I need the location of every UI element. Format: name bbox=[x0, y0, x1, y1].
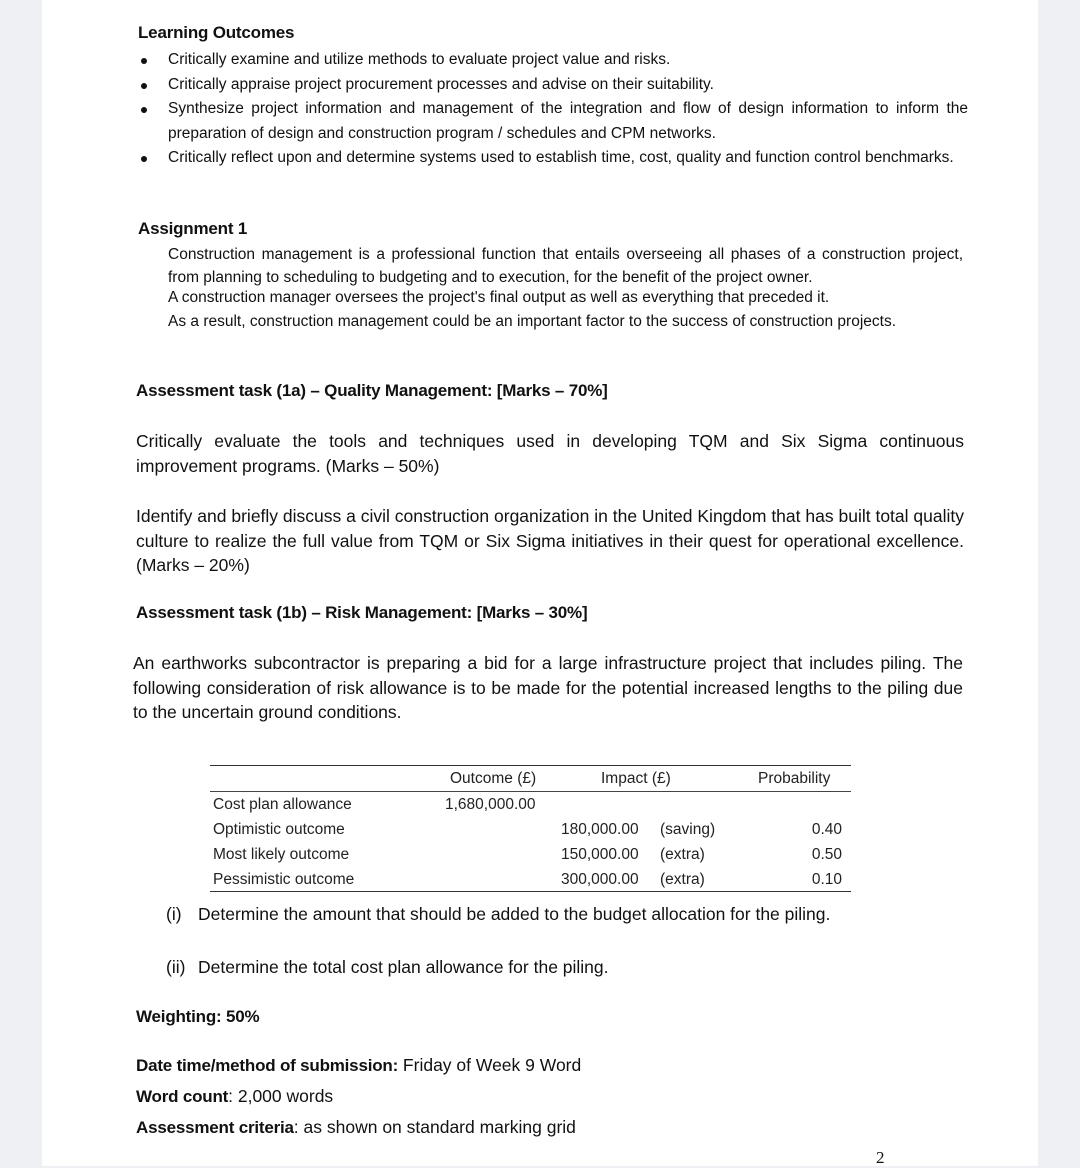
table-cell-impact-type: (extra) bbox=[660, 846, 705, 863]
list-item: Synthesize project information and management of the integration and flow of design information to inform the preparation of design and construction program / schedules and CPM networks. bbox=[138, 97, 968, 146]
assessment-criteria-info: Assessment criteria: as shown on standard marking grid bbox=[136, 1117, 576, 1137]
assignment-heading: Assignment 1 bbox=[138, 219, 248, 238]
table-row-label: Cost plan allowance bbox=[213, 796, 352, 813]
table-row-label: Pessimistic outcome bbox=[213, 871, 355, 888]
table-cell-probability: 0.50 bbox=[811, 846, 842, 863]
bullet-icon bbox=[141, 58, 147, 64]
learning-outcomes-list bbox=[138, 48, 968, 171]
assignment-paragraph-2: A construction manager oversees the project's final output as well as everything that preceded it. bbox=[168, 289, 830, 306]
list-item: Critically reflect upon and determine systems used to establish time, cost, quality and function control benchmarks. bbox=[138, 146, 968, 171]
question-ii: (ii) Determine the total cost plan allowance for the piling. bbox=[166, 957, 609, 977]
bullet-icon bbox=[141, 83, 147, 89]
table-top-rule bbox=[210, 765, 851, 766]
list-item: Critically examine and utilize methods to evaluate project value and risks. bbox=[138, 48, 968, 73]
task-1a-heading: Assessment task (1a) – Quality Management: [Marks – 70%] bbox=[136, 381, 608, 400]
task-1b-heading: Assessment task (1b) – Risk Management: [Marks – 30%] bbox=[136, 603, 588, 622]
weighting-label: Weighting: 50% bbox=[136, 1007, 260, 1026]
assignment-paragraph-3: As a result, construction management could be an important factor to the success of construction projects. bbox=[168, 313, 897, 330]
bullet-icon bbox=[141, 156, 147, 162]
table-cell-impact: 180,000.00 bbox=[561, 821, 639, 838]
table-row-label: Optimistic outcome bbox=[213, 821, 345, 838]
task-1a-question-1: Critically evaluate the tools and techniques used in developing TQM and Six Sigma continuous improvement programs. (Marks – 50%) bbox=[136, 431, 964, 476]
column-header-impact: Impact (£) bbox=[601, 770, 671, 787]
table-row-label: Most likely outcome bbox=[213, 846, 350, 863]
column-header-probability: Probability bbox=[758, 770, 831, 787]
bullet-icon bbox=[141, 107, 147, 113]
column-header-outcome: Outcome (£) bbox=[450, 770, 537, 787]
table-header-rule bbox=[210, 791, 851, 792]
submission-info: Date time/method of submission: Friday of Week 9 Word bbox=[136, 1055, 582, 1075]
table-bottom-rule bbox=[210, 891, 851, 892]
word-count-info: Word count: 2,000 words bbox=[136, 1086, 334, 1106]
table-cell-probability: 0.40 bbox=[811, 821, 842, 838]
table-cell-impact-type: (saving) bbox=[660, 821, 716, 838]
question-i: (i) Determine the amount that should be added to the budget allocation for the piling. bbox=[166, 904, 831, 924]
table-cell-outcome: 1,680,000.00 bbox=[445, 796, 536, 813]
table-cell-impact: 150,000.00 bbox=[561, 846, 639, 863]
table-cell-impact: 300,000.00 bbox=[561, 871, 639, 888]
page-number: 2 bbox=[876, 1148, 885, 1167]
list-item: Critically appraise project procurement processes and advise on their suitability. bbox=[138, 73, 968, 98]
table-cell-probability: 0.10 bbox=[811, 871, 842, 888]
table-cell-impact-type: (extra) bbox=[660, 871, 705, 888]
assignment-paragraph-1: Construction management is a professional function that entails overseeing all phases of a construction project, from planning to scheduling to budgeting and to execution, for the benefit of the project owner. bbox=[168, 246, 963, 286]
learning-outcomes-heading: Learning Outcomes bbox=[138, 23, 295, 42]
task-1a-question-2: Identify and briefly discuss a civil construction organization in the United Kingdom that has built total quality culture to realize the full value from TQM or Six Sigma initiatives in their quest for operational excellence. (Marks – 20%) bbox=[136, 506, 964, 575]
document-page bbox=[42, 0, 1038, 1166]
task-1b-intro: An earthworks subcontractor is preparing a bid for a large infrastructure project that includes piling. The following consideration of risk allowance is to be made for the potential increased lengths to the piling due to the uncertain ground conditions. bbox=[133, 653, 963, 722]
